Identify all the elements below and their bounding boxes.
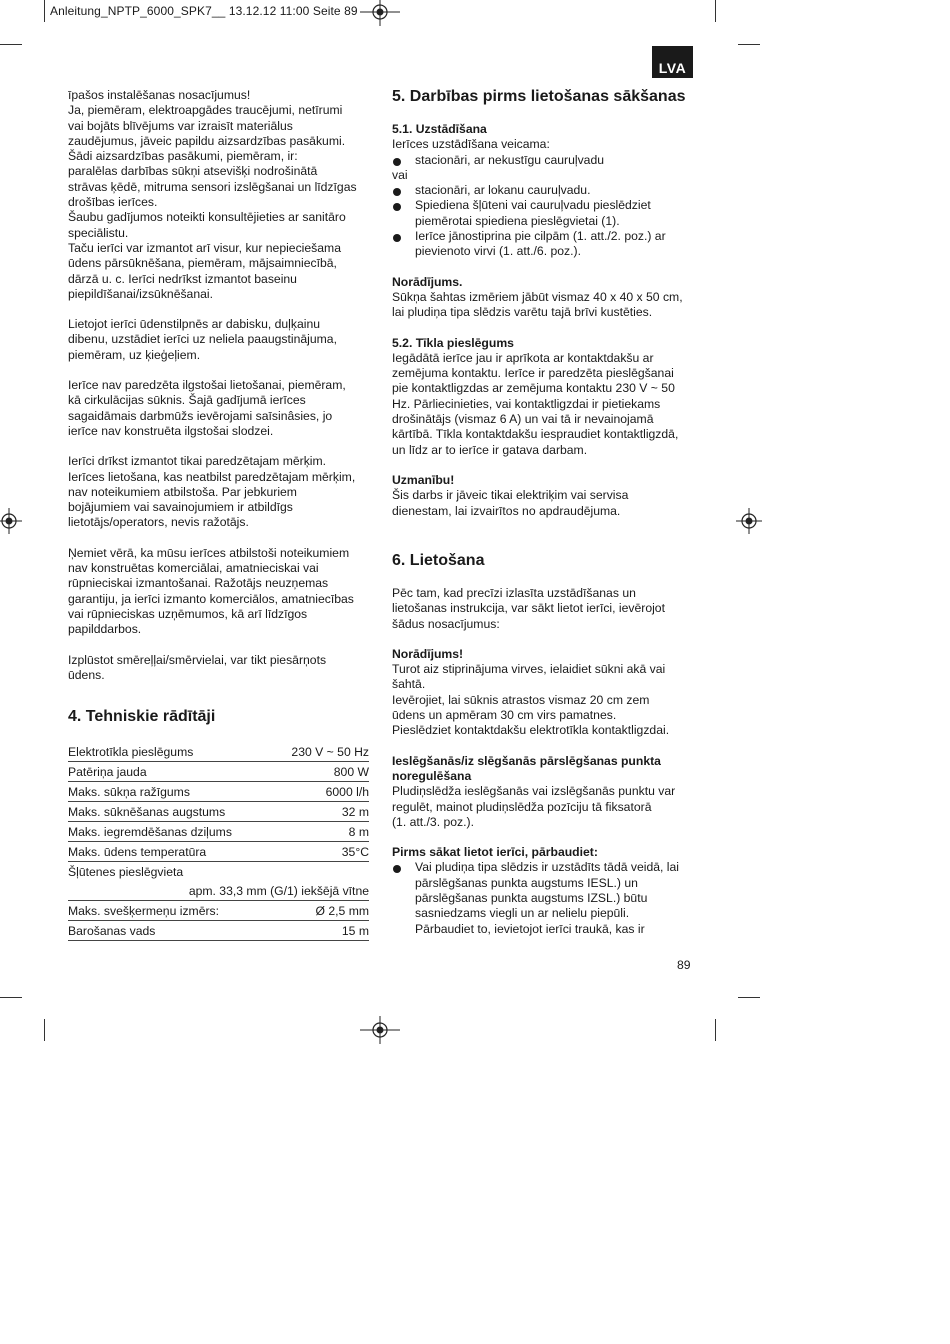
paragraph: Ierīce nav paredzēta ilgstošai lietošanai, piemēram, kā cirkulācijas sūknis. Šajā gadījumā ierīces sagaidāmais darbmūžs ievērojami saīsinâsies, jo ierīce nav konstruēta ilgstošai slodzei.: [68, 378, 346, 438]
right-column-lower: [392, 586, 702, 937]
subsection-heading: Pirms sākat lietot ierīci, pārbaudiet:: [392, 845, 598, 860]
paragraph: Turot aiz stiprinājuma virves, ielaidiet sūkni akā vai šahtā. Ievērojiet, lai sūknis atrastos vismaz 20 cm zem ūdens un apmēram 30 cm virs pamatnes. Pieslēdziet kontaktdakšu elektrotīkla kontaktligzdai.: [392, 662, 670, 738]
bullet-list: [392, 183, 702, 259]
table-row: [68, 842, 369, 862]
spec-value: 35°C: [272, 842, 369, 862]
language-badge: LVA: [652, 46, 693, 78]
table-row: [68, 901, 369, 921]
paragraph: vai: [392, 167, 408, 182]
table-row: [68, 782, 369, 802]
subsection-heading: 5.1. Uzstādīšana: [392, 122, 487, 136]
spec-value: 15 m: [272, 921, 369, 941]
paragraph: Šis darbs ir jāveic tikai elektriķim vai servisa dienestam, lai izvairītos no apdraudējuma.: [392, 488, 629, 518]
crop-mark: [715, 0, 716, 22]
note-heading: Norādījums.: [392, 274, 463, 289]
registration-mark-icon: [0, 508, 22, 534]
section-heading: 4. Tehniskie rādītāji: [68, 708, 216, 725]
paragraph: Izplūstot smēreļļai/smērvielai, var tikt piesārņots ūdens.: [68, 652, 327, 682]
paragraph: Pēc tam, kad precīzi izlasīta uzstādīšanas un lietošanas instrukcija, var sākt lietot ierīci, ievērojot šādus nosacījumus:: [392, 586, 665, 631]
spec-label: Maks. ūdens temperatūra: [68, 842, 272, 862]
table-row: [68, 862, 369, 882]
crop-mark: [738, 997, 760, 998]
spec-table: [68, 742, 369, 941]
registration-mark-icon: [736, 508, 762, 534]
crop-mark: [715, 1019, 716, 1041]
paragraph: Ierīces uzstādīšana veicama:: [392, 137, 550, 152]
note-heading: Norādījums!: [392, 646, 464, 661]
table-row: [68, 921, 369, 941]
spec-value: 32 m: [272, 802, 369, 822]
table-row: [68, 742, 369, 762]
subsection-heading: 5.2. Tīkla pieslēgums: [392, 335, 514, 350]
crop-mark: [0, 44, 22, 45]
paragraph: īpašos instalēšanas nosacījumus! Ja, piemēram, elektroapgādes traucējumi, netīrumi vai bojāts blīvējums var izraisīt materiālus zaudējumus, jāveic papildu aizsardzības pasākumi. Šādi aizsardzības pasākumi, piemēram, ir: paralēlas darbības sūkņi atsevišķi nodrošinātā strāvas ķēdē, mitruma sensori izslēgšanai un līdzīgas drošības ierīces. Šaubu gadījumos noteikti konsultējieties ar sanitāro speciālistu. Taču ierīci var izmantot arī visur, kur nepieciešama ūdens pārsūknēšana, piemēram, mājsaimniecībā, dārzā u. c. Ierīci nedrīkst izmantot baseinu piepildīšanai/izsūknēšanai.: [68, 88, 357, 301]
table-row: [68, 762, 369, 782]
spec-label: Šļūtenes pieslēgvieta: [68, 865, 184, 879]
list-item: Spiediena šļūteni vai cauruļvadu pieslēdziet piemērotai spiediena pieslēgvietai (1).: [392, 198, 702, 229]
spec-value: 6000 l/h: [272, 782, 369, 802]
spec-label: Maks. svešķermeņu izmērs:: [68, 901, 272, 921]
crop-mark: [44, 0, 45, 22]
paragraph: Lietojot ierīci ūdenstilpnēs ar dabisku, duļķainu dibenu, uzstādiet ierīci uz neliela paaugstinājuma, piemēram, uz ķieģeļiem.: [68, 317, 337, 362]
list-item: stacionāri, ar lokanu cauruļvadu.: [392, 183, 702, 198]
spec-label: Maks. sūkņa ražīgums: [68, 782, 272, 802]
spec-value: 8 m: [272, 822, 369, 842]
spec-label: Elektrotīkla pieslēgums: [68, 742, 272, 762]
attention-heading: Uzmanību!: [392, 472, 455, 487]
list-item: Vai pludiņa tipa slēdzis ir uzstādīts tādā veidā, lai pārslēgšanas punkta augstums IESL.) un pārslēgšanas punkta augstums IZSL.) būtu sasniedzams viegli un ar nelielu piepūli. Pārbaudiet to, ievietojot ierīci traukā, kas ir: [392, 860, 702, 936]
paragraph: Sūkņa šahtas izmēriem jābūt vismaz 40 x 40 x 50 cm, lai pludiņa tipa slēdzis varētu tajā brīvi kustēties.: [392, 289, 683, 320]
page-number: 89: [677, 958, 691, 972]
registration-mark-icon: [360, 0, 400, 26]
spec-value: 800 W: [272, 762, 369, 782]
spec-value: Ø 2,5 mm: [272, 901, 369, 921]
paragraph: Ņemiet vērā, ka mūsu ierīces atbilstoši noteikumiem nav konstruētas komerciālai, amatnieciskai vai rūpnieciskai izmantošanai. Ražotājs neuzņemas garantiju, ja ierīci izmanto komerciālos, amatniecības vai rūpnieciskas uzņēmumos, kā arī līdzīgos papilddarbos.: [68, 545, 354, 637]
right-column: [392, 122, 702, 519]
registration-mark-icon: [360, 1016, 400, 1044]
crop-mark: [44, 1019, 45, 1041]
section-heading: 6. Lietošana: [392, 552, 485, 569]
table-row: [68, 802, 369, 822]
left-column: [68, 88, 378, 683]
spec-value: 230 V ~ 50 Hz: [272, 742, 369, 762]
paragraph: Ierīci drīkst izmantot tikai paredzētajam mērķim. Ierīces lietošana, kas neatbilst paredzētajam mērķim, nav noteikumiem atbilstoša. Par jebkuriem bojājumiem vai savainojumiem ir atbildīgs lietotājs/operators, nevis ražotājs.: [68, 454, 356, 530]
list-item: Ierīce jānostiprina pie cilpām (1. att./2. poz.) ar pievienoto virvi (1. att./6. poz.).: [392, 229, 702, 260]
spec-label: Patēriņa jauda: [68, 762, 272, 782]
paragraph: Pludiņslēdža ieslēgšanās vai izslēgšanās punktu var regulēt, mainot pludiņslēdža pozīciju tā fiksatorā (1. att./3. poz.).: [392, 784, 676, 829]
spec-label: Maks. sūknēšanas augstums: [68, 802, 272, 822]
bullet-list: [392, 153, 702, 168]
section-heading: 5. Darbības pirms lietošanas sākšanas: [392, 88, 686, 105]
crop-mark: [0, 997, 22, 998]
table-row: [68, 881, 369, 901]
crop-mark: [738, 44, 760, 45]
table-row: [68, 822, 369, 842]
paragraph: Iegādātā ierīce jau ir aprīkota ar kontaktdakšu ar zemējuma kontaktu. Ierīce ir paredzēta pieslēgšanai pie kontaktligzdas ar zemējuma kontaktu 230 V ~ 50 Hz. Pārliecinieties, vai kontaktligzdai ir pietiekams drošinātājs (vismaz 6 A) un vai tā ir nevainojamā kārtībā. Tīkla kontaktdakšu iespraudiet kontaktligzdā, un līdz ar to ierīce ir gatava darbam.: [392, 350, 679, 457]
spec-value: apm. 33,3 mm (G/1) iekšējā vītne: [68, 881, 369, 901]
file-info-header: Anleitung_NPTP_6000_SPK7__ 13.12.12 11:00 Seite 89: [50, 4, 358, 18]
spec-label: Barošanas vads: [68, 921, 272, 941]
bullet-list: [392, 860, 702, 936]
subsection-heading: Ieslēgšanās/iz slēgšanās pārslēgšanas punkta noregulēšana: [392, 753, 661, 783]
spec-label: Maks. iegremdēšanas dziļums: [68, 822, 272, 842]
list-item: stacionāri, ar nekustīgu cauruļvadu: [392, 153, 702, 168]
